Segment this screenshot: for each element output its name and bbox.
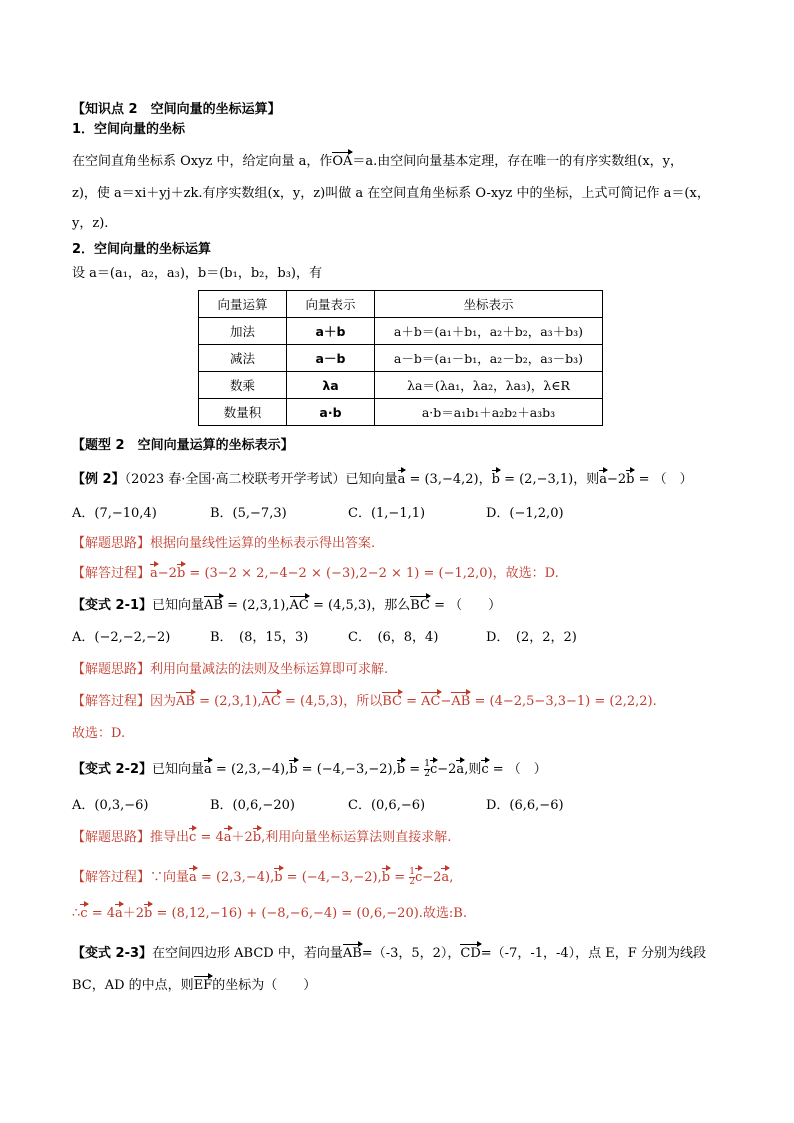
example-2-process: 【解答过程】a−2b = (3−2 × 2,−4−2 × (−3),2−2 × 1) = (−1,2,0)，故选：D. bbox=[72, 564, 559, 584]
table-row bbox=[199, 345, 603, 372]
option-a: A．(−2,−2,−2) bbox=[72, 630, 171, 645]
variant-2-2-process-line-2: ∴c = 4a＋2b = (8,12,−16) + (−8,−6,−4) = (0,6,−20).故选:B. bbox=[72, 904, 467, 924]
variant-2-1-options bbox=[72, 628, 624, 648]
variant-2-3-stem-line-2: BC，AD 的中点，则EF的坐标为（ ） bbox=[72, 976, 316, 996]
section-2-title: 2．空间向量的坐标运算 bbox=[72, 242, 212, 257]
option-b: B． (8，15，3) bbox=[210, 630, 309, 645]
variant-2-3-stem-line-1: 【变式 2-3】在空间四边形 ABCD 中，若向量AB=（-3，5，2），CD=（-7，-1，-4），点 E，F 分别为线段 bbox=[72, 944, 706, 964]
knowledge-point-2-heading: 【知识点 2 空间向量的坐标运算】 bbox=[72, 102, 281, 117]
table-cell: a·b bbox=[287, 399, 375, 426]
table-cell: 加法 bbox=[199, 318, 287, 345]
table-row bbox=[199, 318, 603, 345]
table-row bbox=[199, 399, 603, 426]
table-cell: a－b bbox=[287, 345, 375, 372]
table-cell: 减法 bbox=[199, 345, 287, 372]
table-cell: λa bbox=[287, 372, 375, 399]
example-2-stem: 【例 2】（2023 春·全国·高二校联考开学考试）已知向量a = (3,−4,2)，b = (2,−3,1)，则a−2b = （ ） bbox=[72, 470, 693, 490]
option-c: C．(1,−1,1) bbox=[348, 506, 426, 521]
table-header: 坐标表示 bbox=[375, 291, 603, 318]
option-b: B．(0,6,−20) bbox=[210, 798, 295, 813]
table-cell: a－b＝(a₁－b₁，a₂－b₂，a₃－b₃) bbox=[375, 345, 603, 372]
option-a: A．(0,3,−6) bbox=[72, 798, 149, 813]
table-cell: a·b＝a₁b₁＋a₂b₂＋a₃b₃ bbox=[375, 399, 603, 426]
table-cell: 数乘 bbox=[199, 372, 287, 399]
option-b: B．(5,−7,3) bbox=[210, 506, 287, 521]
paragraph-1-line-2: z)，使 a＝xi＋yj＋zk.有序实数组(x，y，z)叫做 a 在空间直角坐标系 O-xyz 中的坐标，上式可简记作 a＝(x， bbox=[72, 186, 710, 201]
example-2-idea: 【解题思路】根据向量线性运算的坐标表示得出答案. bbox=[72, 536, 376, 551]
variant-2-1-idea: 【解题思路】利用向量减法的法则及坐标运算即可求解. bbox=[72, 662, 389, 677]
variant-2-2-stem: 【变式 2-2】已知向量a = (2,3,−4),b = (−4,−3,−2),b = $\frac{1}{2}$ c−2a,则c = （ ） bbox=[72, 759, 547, 779]
option-a: A．(7,−10,4) bbox=[72, 506, 157, 521]
vector-oa: OA bbox=[332, 152, 352, 172]
variant-2-1-process: 【解答过程】因为AB = (2,3,1),AC = (4,5,3)，所以BC = AC−AB = (4−2,5−3,3−1) = (2,2,2). bbox=[72, 692, 657, 712]
table-cell: a＋b bbox=[287, 318, 375, 345]
section-1-title: 1．空间向量的坐标 bbox=[72, 122, 186, 137]
option-c: C． (6，8，4) bbox=[348, 630, 439, 645]
table-cell: a＋b＝(a₁＋b₁，a₂＋b₂，a₃＋b₃) bbox=[375, 318, 603, 345]
table-cell: 数量积 bbox=[199, 399, 287, 426]
fraction-one-half: $\frac{1}{2}$ bbox=[424, 759, 430, 779]
variant-2-1-conclusion: 故选：D. bbox=[72, 726, 126, 741]
option-d: D．(6,6,−6) bbox=[486, 798, 564, 813]
variant-2-1-stem: 【变式 2-1】已知向量AB = (2,3,1),AC = (4,5,3)，那么BC = （ ） bbox=[72, 596, 501, 616]
table-header: 向量运算 bbox=[199, 291, 287, 318]
paragraph-1-line-3: y，z). bbox=[72, 216, 109, 231]
table-header: 向量表示 bbox=[287, 291, 375, 318]
variant-2-2-process-line-1: 【解答过程】∵向量a = (2,3,−4),b = (−4,−3,−2),b = $\frac{1}{2}$ c−2a, bbox=[72, 867, 454, 887]
coordinate-operation-table bbox=[198, 290, 603, 426]
paragraph-1-line-1: 在空间直角坐标系 Oxyz 中，给定向量 a，作OA＝a.由空间向量基本定理，存在唯一的有序实数组(x，y， bbox=[72, 152, 683, 172]
table-cell: λa＝(λa₁，λa₂，λa₃)，λ∈R bbox=[375, 372, 603, 399]
question-type-2-heading: 【题型 2 空间向量运算的坐标表示】 bbox=[72, 438, 294, 453]
table-header-row bbox=[199, 291, 603, 318]
fraction-one-half: $\frac{1}{2}$ bbox=[409, 867, 415, 887]
example-2-options bbox=[72, 504, 624, 524]
variant-2-2-idea: 【解题思路】推导出c = 4a＋2b,利用向量坐标运算法则直接求解. bbox=[72, 828, 451, 848]
table-row bbox=[199, 372, 603, 399]
option-d: D． (2，2，2) bbox=[486, 630, 577, 645]
variant-2-2-options bbox=[72, 796, 624, 816]
option-c: C．(0,6,−6) bbox=[348, 798, 426, 813]
paragraph-2: 设 a＝(a₁，a₂，a₃)，b＝(b₁，b₂，b₃)，有 bbox=[72, 266, 322, 281]
option-d: D．(−1,2,0) bbox=[486, 506, 564, 521]
